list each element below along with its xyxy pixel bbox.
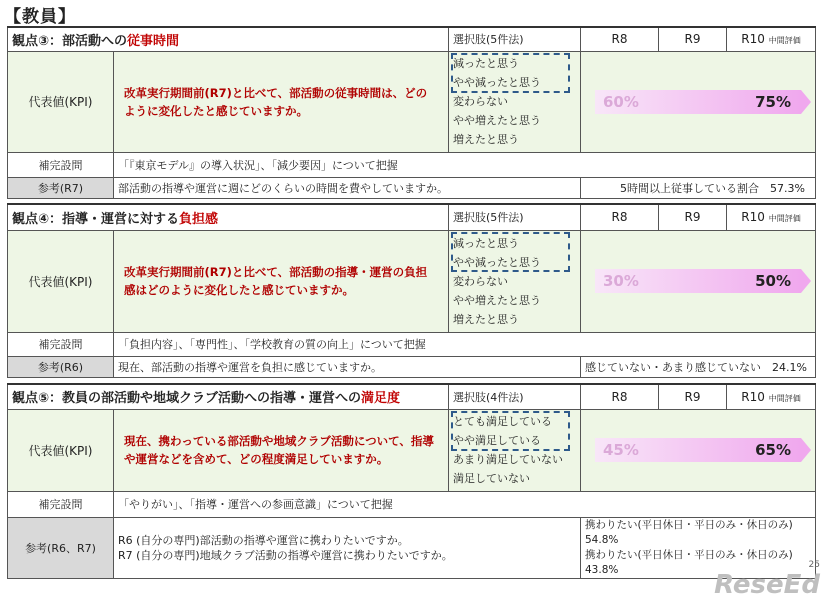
option: やや減ったと思う [453, 255, 541, 269]
col-r9: R9 [659, 27, 727, 51]
target-options-highlight [451, 53, 570, 93]
col-r9: R9 [659, 384, 727, 409]
kpi-question: 改革実行期間前(R7)と比べて、部活動の従事時間は、どのように変化したと感じていますか。 [114, 51, 449, 152]
section-title: 観点④：指導・運営に対する負担感 [8, 204, 449, 230]
r10-value: 50% [755, 272, 791, 290]
target-options-highlight [451, 411, 570, 451]
ref-label: 参考(R7) [8, 177, 114, 198]
kpi-question: 改革実行期間前(R7)と比べて、部活動の指導・運営の負担感はどのように変化したと感じていますか。 [114, 230, 449, 332]
ref-value: 感じていない・あまり感じていない 24.1% [581, 356, 816, 377]
option: 増えたと思う [453, 133, 519, 146]
kpi-label: 代表値(KPI) [8, 230, 114, 332]
r8-value: 30% [603, 272, 639, 290]
option: やや増えたと思う [453, 114, 541, 127]
option: 減ったと思う [453, 236, 519, 250]
ref-label: 参考(R6、R7) [8, 517, 114, 578]
supp-text: 「『東京モデル』の導入状況」、「減少要因」について把握 [114, 152, 816, 177]
r8-value: 60% [603, 92, 639, 111]
supp-text: 「負担内容」、「専門性」、「学校教育の質の向上」について把握 [114, 332, 816, 356]
option: やや満足している [453, 434, 541, 447]
page-heading: 【教員】 [4, 7, 76, 27]
supp-label: 補完設問 [8, 491, 114, 517]
target-bar-cell [581, 51, 816, 152]
option: とても満足している [453, 415, 552, 428]
option: 満足していない [453, 472, 530, 485]
supp-label: 補完設問 [8, 332, 114, 356]
option-list [449, 230, 581, 332]
choice-header: 選択肢(4件法) [449, 384, 581, 409]
option: やや増えたと思う [453, 293, 541, 307]
ref-text: R6 (自分の専門)部活動の指導や運営に携わりたいですか。 R7 (自分の専門)地域クラブ活動の指導や運営に携わりたいですか。 [114, 517, 581, 578]
target-bar-cell [581, 409, 816, 491]
ref-label: 参考(R6) [8, 356, 114, 377]
section-table-3 [7, 26, 816, 199]
target-bar-cell [581, 230, 816, 332]
target-options-highlight [451, 232, 570, 272]
col-r10: R10 中間評価 [727, 384, 816, 409]
kpi-label: 代表値(KPI) [8, 409, 114, 491]
option-list [449, 51, 581, 152]
option: 変わらない [453, 274, 508, 288]
choice-header: 選択肢(5件法) [449, 27, 581, 51]
ref-text: 現在、部活動の指導や運営を負担に感じていますか。 [114, 356, 581, 377]
resed-logo: ReseEd [714, 570, 820, 600]
r10-value: 65% [755, 441, 791, 459]
col-r8: R8 [581, 27, 659, 51]
section-title: 観点③：部活動への従事時間 [8, 27, 449, 51]
ref-value: 5時間以上従事している割合 57.3% [581, 177, 816, 198]
option: あまり満足していない [453, 453, 563, 466]
r10-value: 75% [755, 92, 791, 111]
col-r9: R9 [659, 204, 727, 230]
section-table-4 [7, 203, 816, 378]
ref-text: 部活動の指導や運営に週にどのくらいの時間を費やしていますか。 [114, 177, 581, 198]
option: 変わらない [453, 95, 508, 108]
page-number: 25 [808, 560, 820, 570]
supp-text: 「やりがい」、「指導・運営への参画意識」について把握 [114, 491, 816, 517]
option-list [449, 409, 581, 491]
option: 増えたと思う [453, 312, 519, 326]
kpi-label: 代表値(KPI) [8, 51, 114, 152]
col-r8: R8 [581, 384, 659, 409]
col-r8: R8 [581, 204, 659, 230]
col-r10: R10 中間評価 [727, 204, 816, 230]
option: 減ったと思う [453, 57, 519, 70]
option: やや減ったと思う [453, 76, 541, 89]
section-table-5 [7, 383, 816, 579]
kpi-question: 現在、携わっている部活動や地域クラブ活動について、指導や運営などを含めて、どの程度満足していますか。 [114, 409, 449, 491]
section-title: 観点⑤：教員の部活動や地域クラブ活動への指導・運営への満足度 [8, 384, 449, 409]
r8-value: 45% [603, 441, 639, 459]
col-r10: R10 中間評価 [727, 27, 816, 51]
choice-header: 選択肢(5件法) [449, 204, 581, 230]
ref-value: 携わりたい(平日休日・平日のみ・休日のみ) 54.8% 携わりたい(平日休日・平日のみ・休日のみ) 43.8% [581, 517, 816, 578]
supp-label: 補完設問 [8, 152, 114, 177]
